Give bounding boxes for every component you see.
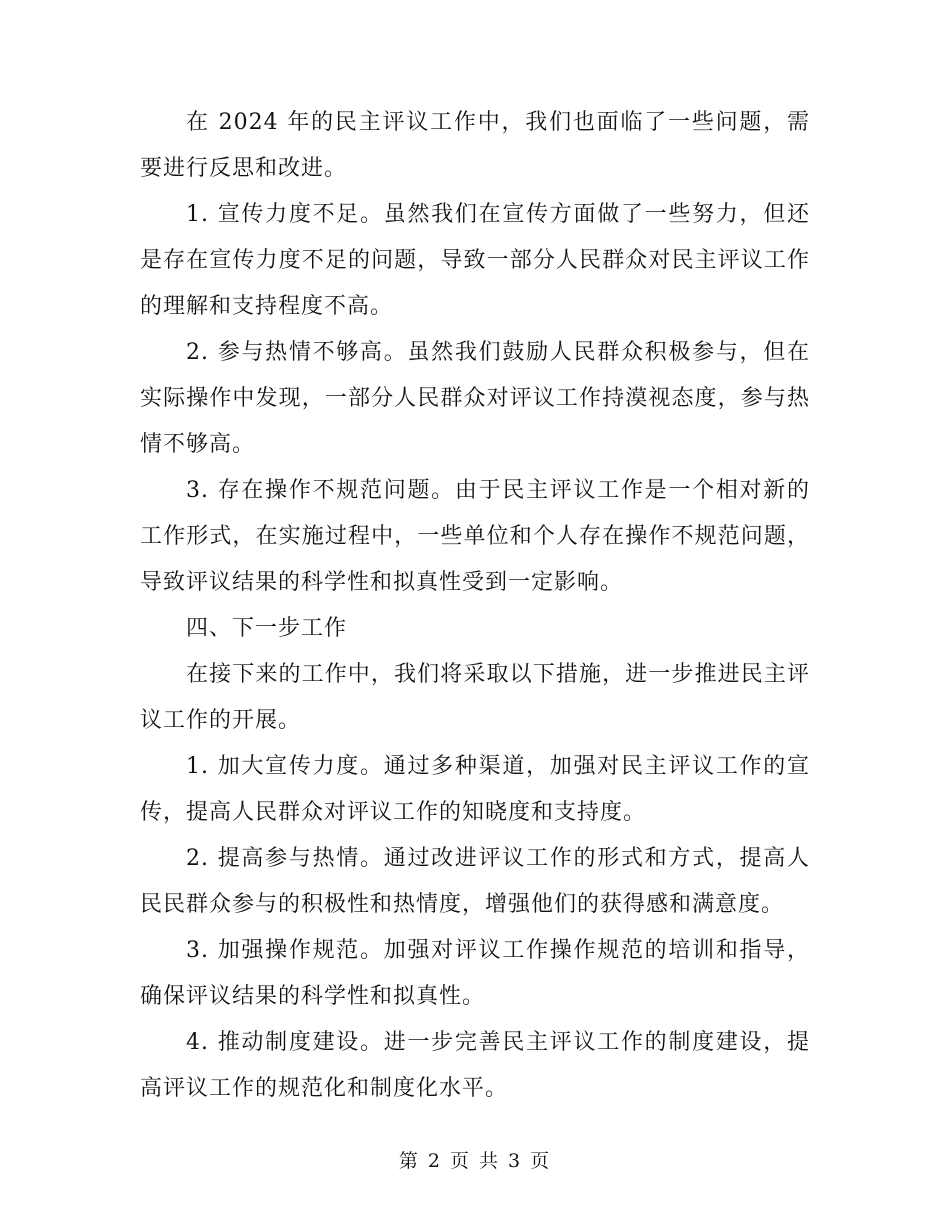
paragraph-measure-4: 4. 推动制度建设。进一步完善民主评议工作的制度建设，提高评议工作的规范化和制度化水平。 <box>140 1030 810 1101</box>
page-number-footer: 第 2 页 共 3 页 <box>398 1150 552 1172</box>
paragraph-measure-3: 3. 加强操作规范。加强对评议工作操作规范的培训和指导，确保评议结果的科学性和拟真性。 <box>140 938 810 1009</box>
paragraph-problem-2: 2. 参与热情不够高。虽然我们鼓励人民群众积极参与，但在实际操作中发现，一部分人民群众对评议工作持漠视态度，参与热情不够高。 <box>140 340 810 457</box>
document-body <box>140 100 810 1112</box>
paragraph-next-steps-intro: 在接下来的工作中，我们将采取以下措施，进一步推进民主评议工作的开展。 <box>140 662 810 733</box>
paragraph-problem-3: 3. 存在操作不规范问题。由于民主评议工作是一个相对新的工作形式，在实施过程中，一些单位和个人存在操作不规范问题，导致评议结果的科学性和拟真性受到一定影响。 <box>140 478 810 595</box>
paragraph-problem-1: 1. 宣传力度不足。虽然我们在宣传方面做了一些努力，但还是存在宣传力度不足的问题，导致一部分人民群众对民主评议工作的理解和支持程度不高。 <box>140 202 810 319</box>
paragraph-measure-1: 1. 加大宣传力度。通过多种渠道，加强对民主评议工作的宣传，提高人民群众对评议工作的知晓度和支持度。 <box>140 754 810 825</box>
paragraph-measure-2: 2. 提高参与热情。通过改进评议工作的形式和方式，提高人民民群众参与的积极性和热情度，增强他们的获得感和满意度。 <box>140 846 810 917</box>
section-heading-next-steps: 四、下一步工作 <box>186 616 348 641</box>
paragraph-intro: 在 2024 年的民主评议工作中，我们也面临了一些问题，需要进行反思和改进。 <box>140 110 810 181</box>
